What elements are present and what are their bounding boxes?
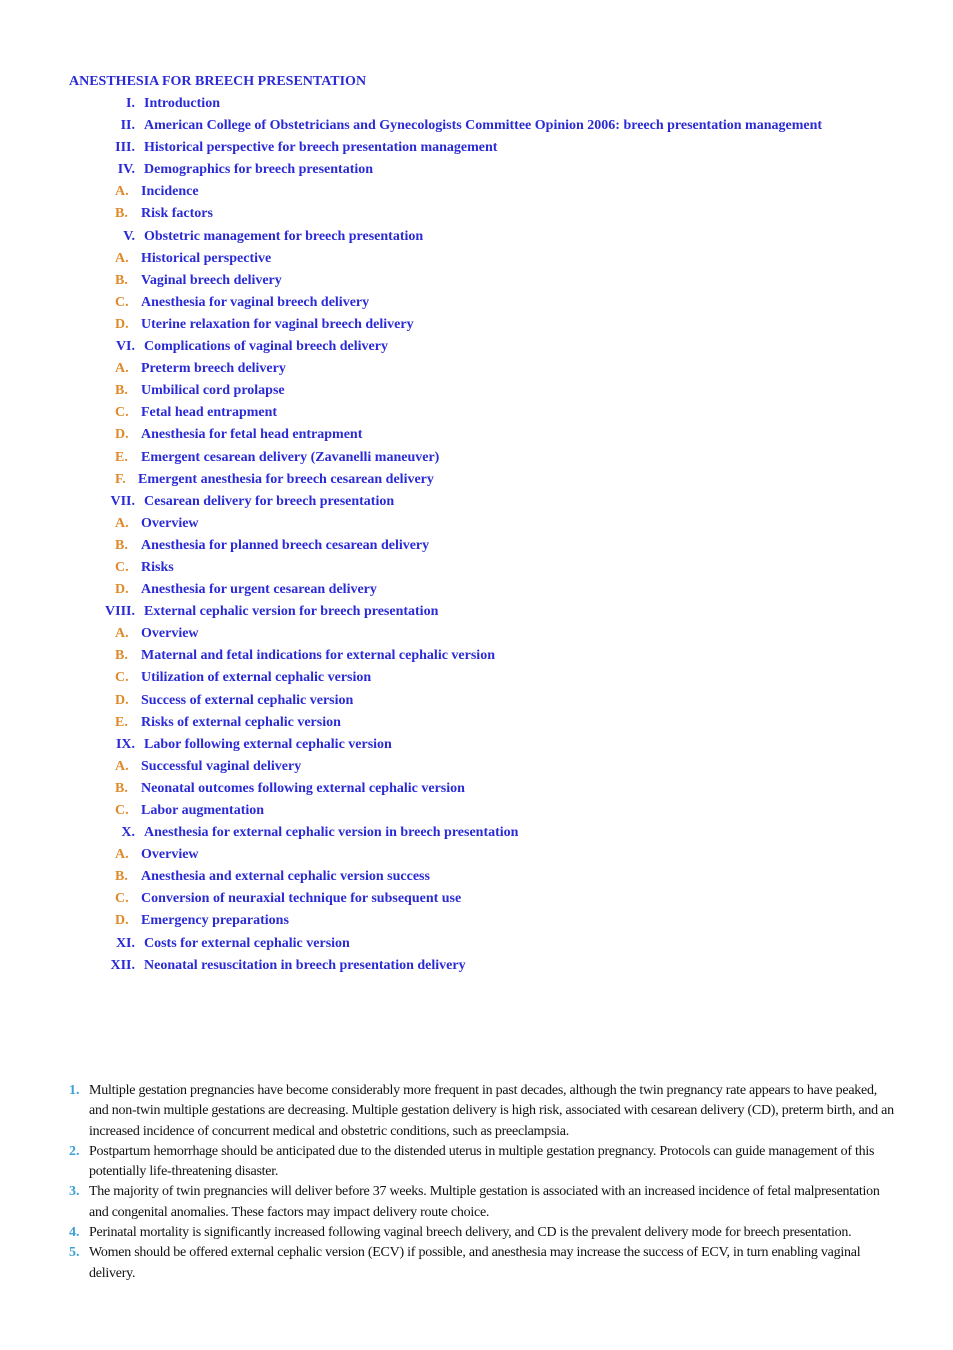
toc-link-text[interactable]: Risks	[141, 559, 174, 575]
toc-marker: C.	[115, 891, 129, 907]
toc-marker: B.	[115, 648, 128, 664]
toc-marker: D.	[115, 316, 129, 332]
toc-link-text[interactable]: Vaginal breech delivery	[141, 272, 282, 288]
key-point-number: 2.	[69, 1143, 80, 1159]
toc-link-text[interactable]: Anesthesia for fetal head entrapment	[141, 427, 363, 443]
toc-section-link[interactable]	[0, 825, 953, 847]
toc-marker: VII.	[110, 493, 135, 509]
toc-subsection-link[interactable]	[0, 560, 953, 582]
toc-subsection-link[interactable]	[0, 184, 953, 206]
toc-link-text[interactable]: Preterm breech delivery	[141, 361, 286, 377]
toc-subsection-link[interactable]	[0, 781, 953, 803]
toc-marker: A.	[115, 361, 129, 377]
toc-link-text[interactable]: Utilization of external cephalic version	[141, 670, 372, 686]
toc-subsection-link[interactable]	[0, 450, 953, 472]
toc-marker: A.	[115, 184, 129, 200]
toc-subsection-link[interactable]	[0, 405, 953, 427]
toc-link-text[interactable]: Anesthesia for external cephalic version in breech presentation	[144, 825, 519, 841]
toc-link-text[interactable]: Overview	[141, 515, 199, 531]
toc-subsection-link[interactable]	[0, 361, 953, 383]
toc-link-text[interactable]: Overview	[141, 626, 199, 642]
toc-section-link[interactable]	[0, 96, 953, 118]
toc-subsection-link[interactable]	[0, 715, 953, 737]
toc-marker: VI.	[115, 339, 135, 355]
toc-link-text[interactable]: American College of Obstetricians and Gynecologists Committee Opinion 2006: breech presentation management	[144, 118, 823, 134]
toc-link-text[interactable]: Obstetric management for breech presentation	[144, 228, 424, 244]
toc-marker: IX.	[115, 736, 135, 752]
toc-link-text[interactable]: Labor following external cephalic version	[144, 736, 392, 752]
toc-subsection-link[interactable]	[0, 206, 953, 228]
toc-subsection-link[interactable]	[0, 648, 953, 670]
toc-marker: A.	[115, 847, 129, 863]
toc-link-text[interactable]: Risks of external cephalic version	[141, 714, 341, 730]
toc-link-text[interactable]: Anesthesia for urgent cesarean delivery	[141, 582, 377, 598]
toc-subsection-link[interactable]	[0, 626, 953, 648]
toc-marker: B.	[115, 206, 128, 222]
key-point-number: 3.	[69, 1184, 80, 1200]
toc-subsection-link[interactable]	[0, 251, 953, 273]
key-point-number: 4.	[69, 1225, 80, 1241]
toc-link-text[interactable]: Cesarean delivery for breech presentation	[144, 493, 395, 509]
toc-marker: F.	[115, 471, 126, 487]
toc-marker: XI.	[115, 935, 135, 951]
toc-marker: B.	[115, 537, 128, 553]
toc-marker: C.	[115, 559, 129, 575]
toc-link-text[interactable]: Labor augmentation	[141, 803, 265, 818]
toc-marker: II.	[120, 118, 135, 134]
toc-marker: D.	[115, 582, 129, 598]
key-point-item	[0, 1243, 953, 1284]
toc-link-text[interactable]: Anesthesia for vaginal breech delivery	[141, 294, 370, 310]
toc-subsection-link[interactable]	[0, 693, 953, 715]
toc-link-text[interactable]: Maternal and fetal indications for external cephalic version	[141, 648, 495, 664]
toc-section-link[interactable]	[0, 958, 953, 980]
toc-subsection-link[interactable]	[0, 847, 953, 869]
key-point-text: The majority of twin pregnancies will deliver before 37 weeks. Multiple gestation is associated with an increased incidence of fetal malpresentation and congenital anomalies. These factors may impact delivery route choice.	[89, 1184, 880, 1220]
toc-link-text[interactable]: Historical perspective for breech presentation management	[144, 140, 498, 156]
toc-link-text[interactable]: External cephalic version for breech presentation	[144, 604, 439, 620]
toc-section-link[interactable]	[0, 936, 953, 958]
key-points-list	[0, 1081, 953, 1284]
toc-section-link[interactable]	[0, 118, 953, 140]
toc-marker: B.	[115, 383, 128, 399]
toc-marker: C.	[115, 803, 129, 818]
toc-section-link[interactable]	[0, 140, 953, 162]
toc-link-text[interactable]: Anesthesia for planned breech cesarean delivery	[141, 537, 430, 553]
toc-link-text[interactable]: Introduction	[144, 96, 220, 111]
toc-subsection-link[interactable]	[0, 472, 953, 494]
toc-subsection-link[interactable]	[0, 383, 953, 405]
toc-section-link[interactable]	[0, 229, 953, 251]
key-point-item	[0, 1223, 953, 1243]
toc-subsection-link[interactable]	[0, 759, 953, 781]
toc-link-text[interactable]: Uterine relaxation for vaginal breech delivery	[141, 316, 414, 332]
toc-link-text[interactable]: Incidence	[141, 184, 199, 200]
toc-subsection-link[interactable]	[0, 273, 953, 295]
toc-link-text[interactable]: Umbilical cord prolapse	[141, 383, 285, 399]
toc-section-link[interactable]	[0, 604, 953, 626]
key-point-text: Perinatal mortality is significantly increased following vaginal breech delivery, and CD is the prevalent delivery mode for breech presentation.	[89, 1225, 852, 1241]
table-of-contents	[0, 96, 953, 980]
toc-subsection-link[interactable]	[0, 516, 953, 538]
toc-link-text[interactable]: Emergent anesthesia for breech cesarean delivery	[138, 471, 434, 487]
toc-subsection-link[interactable]	[0, 295, 953, 317]
key-point-item	[0, 1182, 953, 1223]
toc-link-text[interactable]: Fetal head entrapment	[141, 405, 278, 421]
toc-marker: A.	[115, 250, 129, 266]
toc-marker: IV.	[117, 162, 135, 178]
toc-marker: B.	[115, 272, 128, 288]
toc-marker: I.	[126, 96, 135, 111]
toc-link-text[interactable]: Anesthesia and external cephalic version success	[141, 869, 430, 885]
toc-link-text[interactable]: Conversion of neuraxial technique for subsequent use	[141, 891, 462, 907]
toc-link-text[interactable]: Demographics for breech presentation	[144, 162, 374, 178]
toc-link-text[interactable]: Emergency preparations	[141, 913, 289, 929]
key-point-number: 1.	[69, 1083, 80, 1098]
toc-link-text[interactable]: Success of external cephalic version	[141, 692, 354, 708]
toc-marker: B.	[115, 780, 128, 796]
toc-marker: B.	[115, 869, 128, 885]
toc-link-text[interactable]: Neonatal resuscitation in breech presentation delivery	[144, 957, 466, 973]
toc-link-text[interactable]: Complications of vaginal breech delivery	[144, 339, 388, 355]
toc-subsection-link[interactable]	[0, 913, 953, 935]
toc-link-text[interactable]: Historical perspective	[141, 250, 272, 266]
toc-marker: D.	[115, 427, 129, 443]
toc-link-text[interactable]: Emergent cesarean delivery (Zavanelli maneuver)	[141, 449, 440, 465]
toc-marker: D.	[115, 913, 129, 929]
toc-marker: C.	[115, 405, 129, 421]
page-title: ANESTHESIA FOR BREECH PRESENTATION	[69, 74, 367, 89]
toc-subsection-link[interactable]	[0, 317, 953, 339]
toc-section-link[interactable]	[0, 737, 953, 759]
toc-subsection-link[interactable]	[0, 427, 953, 449]
toc-marker: A.	[115, 515, 129, 531]
toc-subsection-link[interactable]	[0, 891, 953, 913]
toc-marker: V.	[123, 228, 135, 244]
key-point-text: Women should be offered external cephalic version (ECV) if possible, and anesthesia may increase the success of ECV, in turn enabling vaginal delivery.	[89, 1245, 861, 1281]
toc-section-link[interactable]	[0, 494, 953, 516]
toc-link-text[interactable]: Overview	[141, 847, 199, 863]
toc-marker: XII.	[110, 957, 135, 973]
toc-link-text[interactable]: Risk factors	[141, 206, 213, 222]
toc-subsection-link[interactable]	[0, 869, 953, 891]
toc-subsection-link[interactable]	[0, 538, 953, 560]
toc-subsection-link[interactable]	[0, 582, 953, 604]
toc-marker: E.	[115, 714, 128, 730]
toc-marker: VIII.	[105, 604, 135, 620]
toc-link-text[interactable]: Successful vaginal delivery	[141, 758, 302, 774]
toc-link-text[interactable]: Neonatal outcomes following external cephalic version	[141, 780, 465, 796]
toc-marker: C.	[115, 670, 129, 686]
toc-section-link[interactable]	[0, 162, 953, 184]
toc-marker: D.	[115, 692, 129, 708]
toc-marker: III.	[115, 140, 135, 156]
key-point-item	[0, 1081, 953, 1142]
toc-link-text[interactable]: Costs for external cephalic version	[144, 935, 350, 951]
toc-marker: C.	[115, 294, 129, 310]
key-point-item	[0, 1142, 953, 1183]
toc-marker: A.	[115, 626, 129, 642]
toc-subsection-link[interactable]	[0, 803, 953, 825]
toc-marker: A.	[115, 758, 129, 774]
toc-marker: E.	[115, 449, 128, 465]
toc-section-link[interactable]	[0, 339, 953, 361]
key-point-number: 5.	[69, 1245, 80, 1261]
key-point-text: Multiple gestation pregnancies have become considerably more frequent in past decades, although the twin pregnancy rate appears to have peaked, and non-twin multiple gestations are decreasing. Multiple gestation delivery is high risk, associated with cesarean delivery (CD), preterm birth, and an increased incidence of concurrent medical and obstetric conditions, such as preeclampsia.	[89, 1083, 894, 1139]
key-point-text: Postpartum hemorrhage should be anticipated due to the distended uterus in multiple gestation pregnancy. Protocols can guide management of this potentially life-threatening disaster.	[89, 1143, 875, 1180]
toc-subsection-link[interactable]	[0, 670, 953, 692]
toc-marker: X.	[121, 825, 135, 841]
